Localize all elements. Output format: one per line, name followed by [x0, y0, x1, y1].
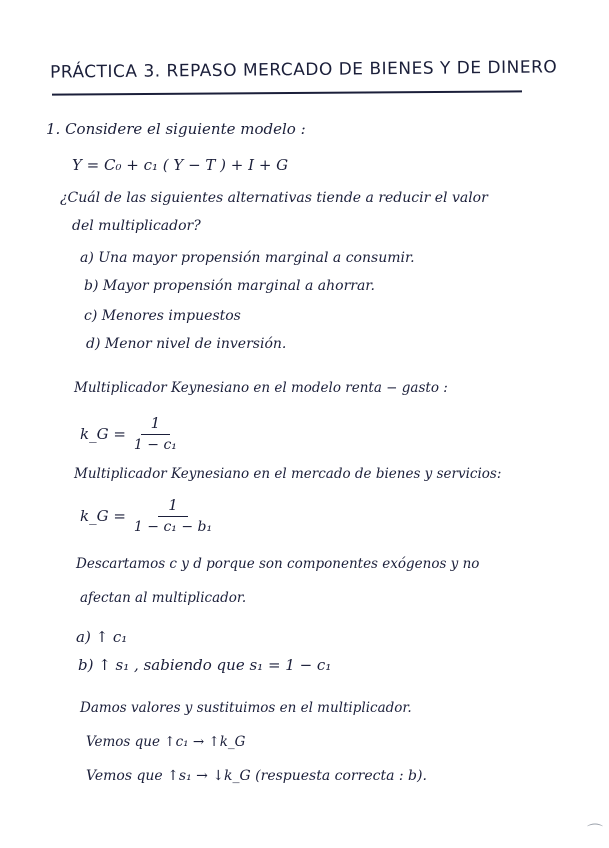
formula-2-lhs: k_G =: [80, 506, 126, 525]
option-b: b) Mayor propensión marginal a ahorrar.: [84, 278, 375, 294]
conclusion-line-2: Vemos que ↑s₁ → ↓k_G (respuesta correcta : b).: [86, 768, 427, 784]
page-title: PRÁCTICA 3. REPASO MERCADO DE BIENES Y DE DINERO: [49, 57, 558, 83]
multiplier-formula-1: [80, 414, 177, 453]
multiplier-formula-2: [80, 496, 212, 535]
formula-1-denominator: 1 − c₁: [133, 437, 177, 453]
option-c: c) Menores impuestos: [84, 308, 241, 324]
formula-2-numerator: 1: [158, 496, 188, 517]
formula-1-lhs: k_G =: [80, 424, 126, 443]
question-line-2: del multiplicador?: [72, 218, 201, 234]
question-heading: 1. Considere el siguiente modelo :: [46, 120, 306, 138]
discard-line-1: Descartamos c y d porque son componentes exógenos y no: [76, 556, 480, 572]
substitute-line: Damos valores y sustituimos en el multiplicador.: [80, 700, 412, 716]
formula-2-denominator: 1 − c₁ − b₁: [133, 519, 213, 535]
answer-line-a: a) ↑ c₁: [76, 628, 128, 646]
conclusion-line-1: Vemos que ↑c₁ → ↑k_G: [86, 734, 246, 750]
discard-line-2: afectan al multiplicador.: [80, 590, 247, 606]
title-underline: [52, 90, 522, 95]
answer-line-b: b) ↑ s₁ , sabiendo que s₁ = 1 − c₁: [78, 656, 332, 674]
formula-1-numerator: 1: [141, 414, 171, 435]
option-a: a) Una mayor propensión marginal a consumir.: [80, 250, 415, 266]
question-line-1: ¿Cuál de las siguientes alternativas tiende a reducir el valor: [60, 190, 488, 206]
page-corner-mark: ⌒: [586, 822, 603, 841]
multiplier-label-2: Multiplicador Keynesiano en el mercado de bienes y servicios:: [74, 466, 502, 482]
multiplier-label-1: Multiplicador Keynesiano en el modelo renta − gasto :: [74, 380, 448, 396]
model-equation: Y = C₀ + c₁ ( Y − T ) + I + G: [72, 156, 289, 174]
option-d: d) Menor nivel de inversión.: [86, 336, 287, 352]
